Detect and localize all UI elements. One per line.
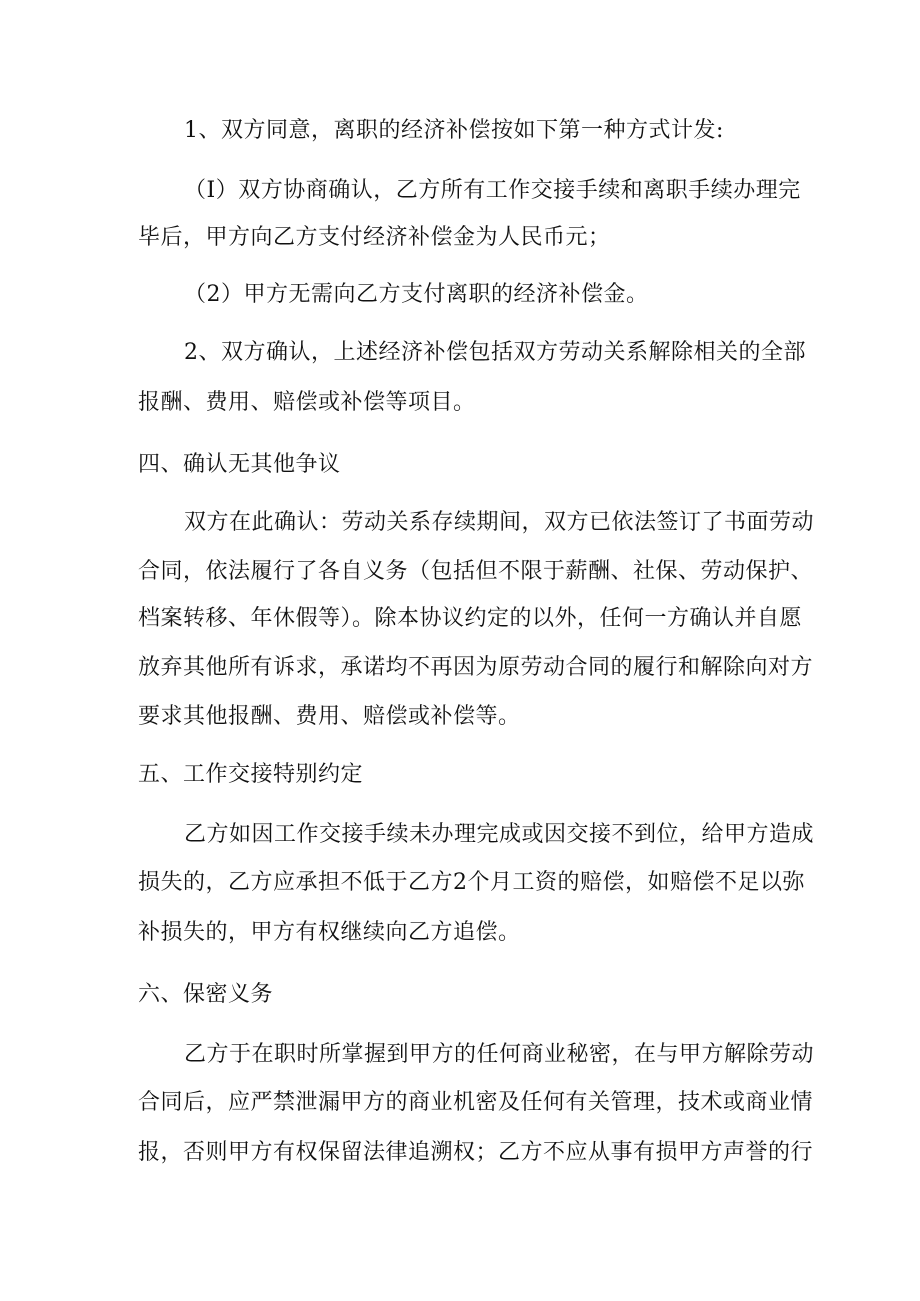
section-5-paragraph-line-1: 乙方如因工作交接手续未办理完成或因交接不到位，给甲方造成 <box>184 822 815 847</box>
clause-1-option-2-line: （2）甲方无需向乙方支付离职的经济补偿金。 <box>184 282 649 307</box>
clause-2-line-2: 报酬、费用、赔偿或补偿等项目。 <box>138 390 476 415</box>
clause-1-line: 1、双方同意，离职的经济补偿按如下第一种方式计发: <box>184 118 724 143</box>
clause-1-option-1-line-1: （I）双方协商确认，乙方所有工作交接手续和离职手续办理完 <box>184 178 801 203</box>
section-6-heading: 六、保密义务 <box>138 982 274 1007</box>
section-4-paragraph-line-3: 档案转移、年休假等）。除本协议约定的以外，任何一方确认并自愿 <box>138 606 803 631</box>
section-5-paragraph-line-2: 损失的，乙方应承担不低于乙方2个月工资的赔偿，如赔偿不足以弥 <box>138 870 805 895</box>
clause-1-option-1-line-2: 毕后，甲方向乙方支付经济补偿金为人民币元； <box>138 225 611 250</box>
clause-2-line-1: 2、双方确认，上述经济补偿包括双方劳动关系解除相关的全部 <box>184 340 806 365</box>
section-4-paragraph-line-4: 放弃其他所有诉求，承诺均不再因为原劳动合同的履行和解除向对方 <box>138 655 814 680</box>
section-4-heading: 四、确认无其他争议 <box>138 452 341 477</box>
section-6-paragraph-line-2: 合同后，应严禁泄漏甲方的商业机密及任何有关管理，技术或商业情 <box>138 1090 814 1115</box>
section-4-paragraph-line-5: 要求其他报酬、费用、赔偿或补偿等。 <box>138 704 521 729</box>
section-5-paragraph-line-3: 补损失的，甲方有权继续向乙方追偿。 <box>138 920 521 945</box>
section-4-paragraph-line-1: 双方在此确认：劳动关系存续期间，双方已依法签订了书面劳动 <box>184 510 815 535</box>
section-6-paragraph-line-3: 报，否则甲方有权保留法律追溯权；乙方不应从事有损甲方声誉的行 <box>138 1140 814 1165</box>
section-6-paragraph-line-1: 乙方于在职时所掌握到甲方的任何商业秘密，在与甲方解除劳动 <box>184 1042 815 1067</box>
section-4-paragraph-line-2: 合同，依法履行了各自义务（包括但不限于薪酬、社保、劳动保护、 <box>138 559 814 584</box>
section-5-heading: 五、工作交接特别约定 <box>138 762 364 787</box>
